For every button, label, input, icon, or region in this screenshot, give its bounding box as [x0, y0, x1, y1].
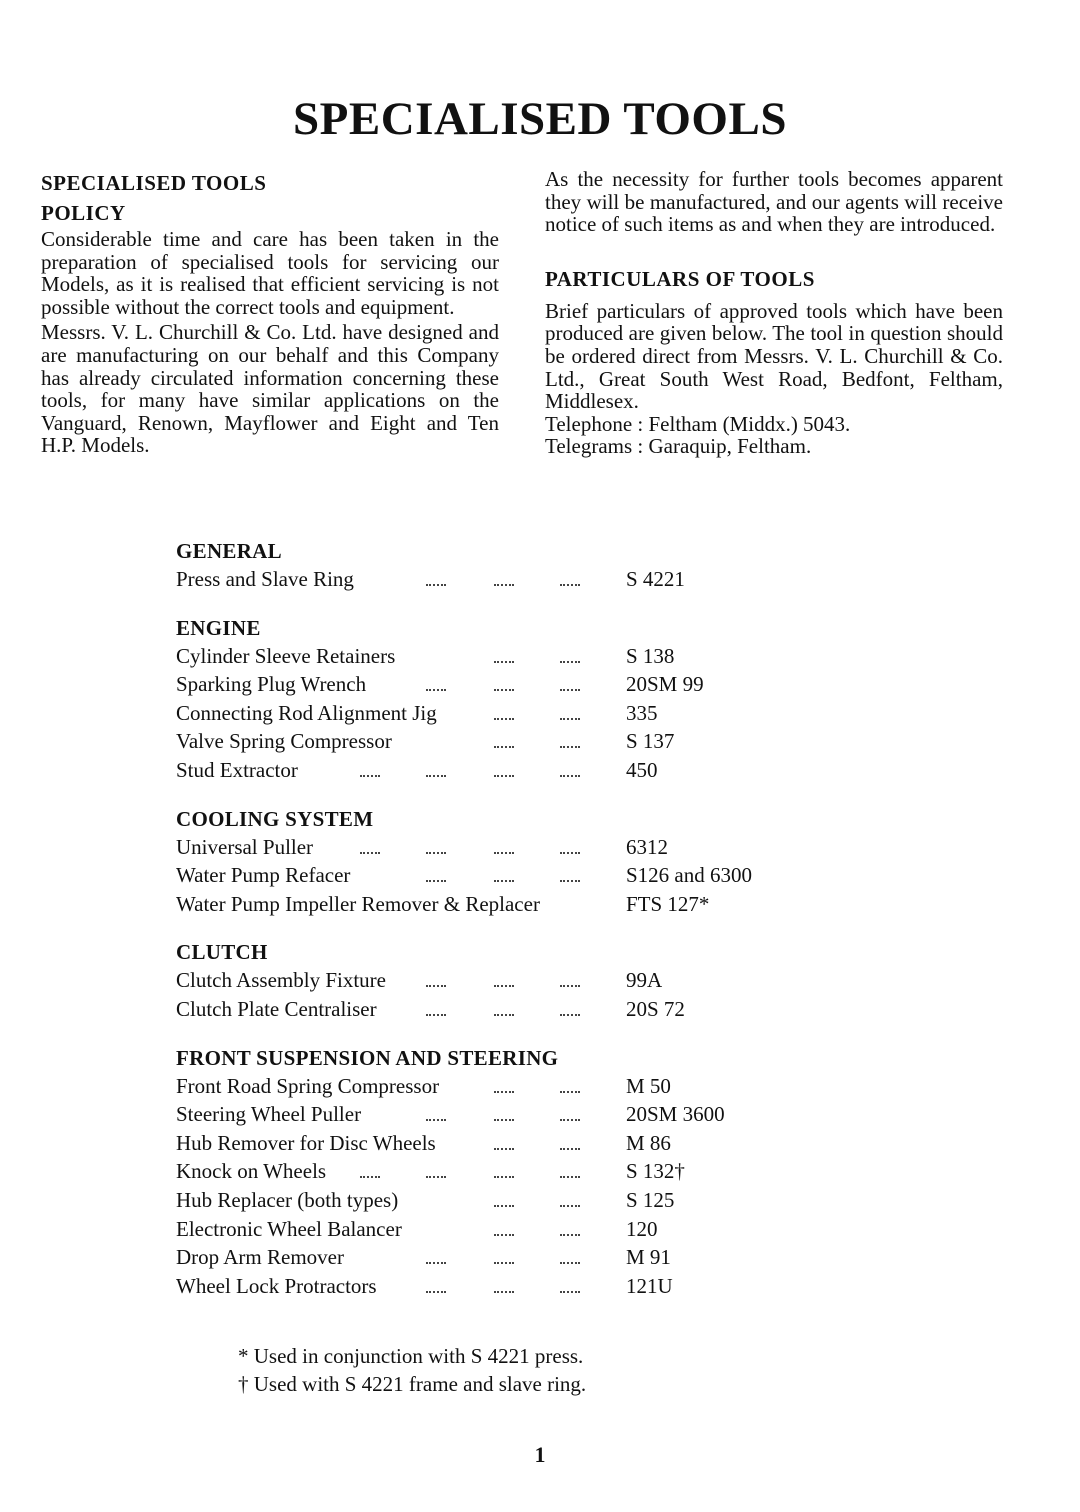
leader-dot [426, 1176, 446, 1178]
right-column [545, 168, 1003, 458]
tool-code: 120 [626, 1216, 658, 1241]
section-heading: CLUTCH [176, 940, 268, 965]
tool-row [176, 756, 816, 785]
leader-dot [560, 985, 580, 987]
tool-code: S 125 [626, 1187, 675, 1212]
page-number: 1 [534, 1442, 546, 1467]
tool-code: 6312 [626, 834, 668, 859]
tool-code: 20SM 99 [626, 672, 704, 697]
tool-name: Electronic Wheel Balancer [176, 1216, 402, 1241]
leader-dot [494, 1234, 514, 1236]
tool-code: 335 [626, 700, 658, 725]
specialised-tools-heading: SPECIALISED TOOLS [41, 171, 267, 195]
tool-row [176, 995, 816, 1024]
tool-name: Front Road Spring Compressor [176, 1073, 440, 1098]
tool-name: Steering Wheel Puller [176, 1102, 362, 1127]
section-heading: COOLING SYSTEM [176, 806, 374, 831]
tool-row [176, 861, 816, 890]
telegrams-line: Telegrams : Garaquip, Feltham. [545, 434, 812, 459]
leader-dot [560, 584, 580, 586]
footnotes [238, 1342, 586, 1398]
leader-dot [560, 746, 580, 748]
tool-code: 121U [626, 1273, 673, 1298]
tool-code: M 86 [626, 1130, 671, 1155]
tool-name: Hub Replacer (both types) [176, 1187, 399, 1212]
policy-paragraph-2: Messrs. V. L. Churchill & Co. Ltd. have designed and are manufacturing on our behalf and this Company has already circulated information concerning these tools, for many have similar applications on the Vanguard, Renown, Mayflower and Eight and Ten H.P. Models. [41, 320, 499, 458]
leader-dot [426, 1014, 446, 1016]
tool-row [176, 1157, 816, 1186]
tool-code: S 132† [626, 1159, 685, 1184]
tools-list [176, 537, 816, 1320]
leader-dot [494, 1091, 514, 1093]
leader-dot [494, 746, 514, 748]
tool-row [176, 890, 816, 919]
leader-dot [426, 985, 446, 987]
leader-dot [560, 852, 580, 854]
leader-dot [494, 880, 514, 882]
tool-name: Clutch Plate Centraliser [176, 996, 377, 1021]
tool-code: 99A [626, 968, 663, 993]
tool-name: Press and Slave Ring [176, 567, 354, 591]
tool-code: M 91 [626, 1245, 671, 1270]
leader-dot [494, 1148, 514, 1150]
tool-row [176, 642, 816, 671]
tool-name: Drop Arm Remover [176, 1245, 344, 1270]
telephone-line: Telephone : Feltham (Middx.) 5043. [545, 411, 851, 436]
tool-code: 20S 72 [626, 996, 685, 1021]
leader-dot [494, 1014, 514, 1016]
policy-heading: POLICY [41, 201, 126, 225]
leader-dot [494, 584, 514, 586]
section-heading: FRONT SUSPENSION AND STEERING [176, 1045, 559, 1070]
leader-dot [426, 1119, 446, 1121]
leader-dot [494, 689, 514, 691]
tool-code: FTS 127* [626, 891, 710, 916]
tool-code: S 138 [626, 643, 675, 668]
leader-dot [494, 775, 514, 777]
particulars-heading: PARTICULARS OF TOOLS [545, 266, 815, 291]
footnote-dagger: † Used with S 4221 frame and slave ring. [238, 1372, 587, 1396]
leader-dot [560, 1262, 580, 1264]
leader-dot [560, 775, 580, 777]
leader-dot [494, 985, 514, 987]
tool-name: Connecting Rod Alignment Jig [176, 700, 437, 725]
footnote-asterisk: * Used in conjunction with S 4221 press. [238, 1344, 584, 1368]
section-heading: ENGINE [176, 615, 261, 640]
tool-name: Hub Remover for Disc Wheels [176, 1130, 436, 1155]
section-heading: GENERAL [176, 539, 282, 563]
leader-dot [426, 852, 446, 854]
leader-dot [560, 1205, 580, 1207]
tool-row [176, 966, 816, 995]
tool-section [176, 614, 816, 785]
page-title: SPECIALISED TOOLS [293, 93, 787, 145]
tool-row [176, 670, 816, 699]
leader-dot [494, 1262, 514, 1264]
leader-dot [360, 1176, 380, 1178]
leader-dot [494, 852, 514, 854]
leader-dot [560, 1014, 580, 1016]
tool-row [176, 565, 816, 594]
particulars-paragraph: Brief particulars of approved tools which have been produced are given below. The tool in question should be ordered direct from Messrs. V. L. Churchill & Co. Ltd., Great South West Road, Bedfont, Feltham, Middlesex. [545, 298, 1003, 414]
leader-dot [494, 1291, 514, 1293]
leader-dot [426, 880, 446, 882]
tool-row [176, 1100, 816, 1129]
tool-row [176, 1129, 816, 1158]
tool-name: Stud Extractor [176, 757, 298, 782]
leader-dot [494, 1205, 514, 1207]
leader-dot [360, 775, 380, 777]
left-column [41, 168, 499, 460]
tool-section [176, 1044, 816, 1301]
leader-dot [426, 584, 446, 586]
tool-code: M 50 [626, 1073, 671, 1098]
leader-dot [560, 1234, 580, 1236]
tool-code: 20SM 3600 [626, 1102, 725, 1127]
tool-code: S 4221 [626, 567, 685, 591]
tool-section [176, 938, 816, 1023]
leader-dot [560, 1176, 580, 1178]
tool-row [176, 1272, 816, 1301]
tool-name: Knock on Wheels [176, 1159, 327, 1184]
leader-dot [494, 718, 514, 720]
tool-section [176, 537, 816, 594]
tool-row [176, 1215, 816, 1244]
tool-name: Sparking Plug Wrench [176, 672, 367, 697]
tool-name: Water Pump Impeller Remover & Replacer [176, 891, 540, 916]
leader-dot [494, 1119, 514, 1121]
leader-dot [560, 1148, 580, 1150]
leader-dot [560, 1291, 580, 1293]
leader-dot [426, 775, 446, 777]
leader-dot [426, 1262, 446, 1264]
tool-name: Water Pump Refacer [176, 863, 351, 888]
tool-row [176, 1186, 816, 1215]
tool-row [176, 1243, 816, 1272]
tool-name: Wheel Lock Protractors [176, 1273, 377, 1298]
tool-row [176, 1072, 816, 1101]
leader-dot [560, 689, 580, 691]
leader-dot [560, 1091, 580, 1093]
leader-dot [360, 852, 380, 854]
leader-dot [560, 880, 580, 882]
tool-code: 450 [626, 757, 658, 782]
tool-code: S126 and 6300 [626, 863, 752, 888]
tool-section [176, 805, 816, 919]
leader-dot [560, 1119, 580, 1121]
leader-dot [426, 1291, 446, 1293]
leader-dot [560, 718, 580, 720]
tool-name: Clutch Assembly Fixture [176, 968, 386, 993]
tool-code: S 137 [626, 729, 675, 754]
leader-dot [494, 661, 514, 663]
tool-row [176, 727, 816, 756]
leader-dot [426, 689, 446, 691]
tool-name: Cylinder Sleeve Retainers [176, 643, 396, 668]
leader-dot [560, 661, 580, 663]
tool-row [176, 833, 816, 862]
tool-name: Universal Puller [176, 834, 314, 859]
policy-paragraph-1: Considerable time and care has been taken in the preparation of specialised tools for servicing our Models, as it is realised that efficient servicing is not possible without the correct tools and equipment. [41, 227, 499, 319]
further-tools-paragraph: As the necessity for further tools becomes apparent they will be manufactured, and our agents will receive notice of such items as and when they are introduced. [545, 167, 1003, 237]
leader-dot [494, 1176, 514, 1178]
tool-row [176, 699, 816, 728]
tool-name: Valve Spring Compressor [176, 729, 392, 754]
